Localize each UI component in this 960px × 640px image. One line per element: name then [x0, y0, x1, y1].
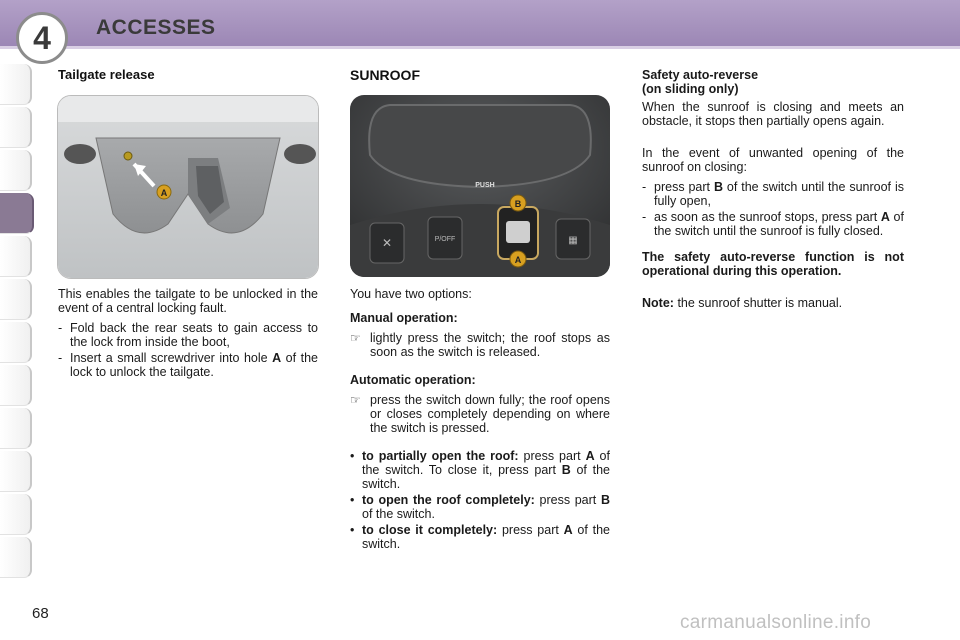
chapter-tab[interactable]: [0, 150, 32, 191]
tailgate-text-block: [58, 287, 318, 381]
chapter-tab[interactable]: [0, 537, 32, 578]
list-item: - press part B of the switch until the sunroof is fully open,: [642, 180, 904, 208]
sunroof-switch-photo: [350, 95, 610, 277]
manual-operation-text: lightly press the switch; the roof stops as soon as the switch is released.: [370, 331, 610, 359]
chapter-tab-active[interactable]: [0, 193, 34, 234]
safety-note: Note: the sunroof shutter is manual.: [642, 296, 843, 310]
automatic-operation-text: press the switch down fully; the roof opens or closes completely depending on where the switch is pressed.: [370, 393, 610, 435]
sunroof-photo-label-b: B: [514, 199, 522, 209]
tailgate-step-1: Fold back the rear seats to gain access to the lock from inside the boot,: [70, 321, 318, 349]
list-item: [350, 331, 610, 359]
chapter-tab[interactable]: [0, 279, 32, 320]
watermark-text: carmanualsonline.info: [680, 612, 872, 633]
list-item: - as soon as the sunroof stops, press part A of the switch until the sunroof is fully closed.: [642, 210, 904, 238]
page-title: ACCESSES: [96, 16, 216, 39]
safety-title-line1: Safety auto-reverse: [642, 68, 759, 82]
svg-text:▦: ▦: [568, 235, 578, 246]
list-item: [350, 393, 610, 435]
tailgate-section-title: Tailgate release: [58, 67, 155, 82]
list-item: • to close it completely: press part A of the switch.: [350, 523, 610, 551]
tailgate-intro: This enables the tailgate to be unlocked in the event of a central locking fault.: [58, 287, 318, 315]
safety-paragraph-2: In the event of unwanted opening of the sunroof on closing:: [642, 146, 904, 174]
safety-title-line2: (on sliding only): [642, 82, 739, 96]
sunroof-intro: You have two options:: [350, 287, 472, 301]
chapter-number-badge: 4: [16, 12, 68, 64]
pointing-hand-icon: ☞: [350, 393, 361, 407]
sunroof-text-block: [350, 287, 610, 553]
chapter-tab[interactable]: [0, 365, 32, 406]
list-item: - Fold back the rear seats to gain access to the lock from inside the boot,: [58, 321, 318, 349]
chapter-tab[interactable]: [0, 451, 32, 492]
list-item: - Insert a small screwdriver into hole A of the lock to unlock the tailgate.: [58, 351, 318, 379]
sunroof-push-label: PUSH: [475, 182, 495, 189]
safety-paragraph-1: When the sunroof is closing and meets an obstacle, it stops then partially opens again.: [642, 100, 904, 128]
pointing-hand-icon: ☞: [350, 331, 361, 345]
svg-text:P/OFF: P/OFF: [434, 236, 456, 243]
manual-operation-title: Manual operation:: [350, 311, 458, 325]
sunroof-photo-label-a: A: [514, 255, 522, 265]
tailgate-lock-photo: [57, 95, 319, 279]
tailgate-photo-label-a: A: [160, 188, 168, 198]
chapter-tab[interactable]: [0, 107, 32, 148]
safety-text-block: [642, 68, 904, 316]
list-item: • to open the roof completely: press part B of the switch.: [350, 493, 610, 521]
automatic-operation-title: Automatic operation:: [350, 373, 476, 387]
tailgate-step-2: Insert a small screwdriver into hole A of the lock to unlock the tailgate.: [70, 351, 318, 379]
chapter-tab[interactable]: [0, 408, 32, 449]
chapter-tab[interactable]: [0, 64, 32, 105]
page-number: 68: [32, 605, 49, 622]
list-item: • to partially open the roof: press part A of the switch. To close it, press part B of the switch.: [350, 449, 610, 491]
header-divider: [0, 46, 960, 49]
sunroof-section-title: SUNROOF: [350, 67, 420, 83]
chapter-tab[interactable]: [0, 494, 32, 535]
safety-warning: The safety auto-reverse function is not operational during this operation.: [642, 250, 904, 278]
chapter-tab[interactable]: [0, 322, 32, 363]
chapter-tab[interactable]: [0, 236, 32, 277]
svg-text:✕: ✕: [381, 236, 393, 250]
chapter-tab-strip: [0, 64, 34, 580]
